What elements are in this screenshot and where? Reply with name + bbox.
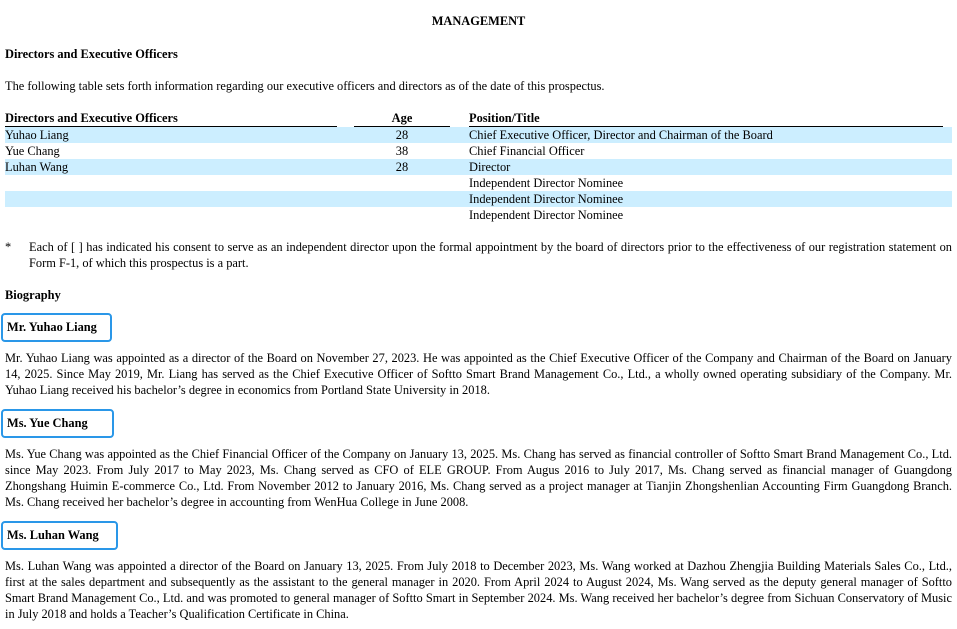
section-heading: Directors and Executive Officers [5,47,178,61]
table-header-name: Directors and Executive Officers [5,111,178,125]
bio-name-label: Ms. Yue Chang [7,416,88,430]
bio-name-liang [1,313,112,342]
bio-name-wang [1,521,118,550]
footnote-text: Each of [ ] has indicated his consent to serve as an independent director upon the formal appointment by the board of directors prior to the effectiveness of our registration statement on Form F-1, of which this prospectus is a part. [29,240,952,270]
footnote-marker: * [5,240,12,254]
page-title: MANAGEMENT [431,14,526,28]
bio-paragraph-wang: Ms. Luhan Wang was appointed a director of the Board on January 13, 2025. From July 2018 to December 2023, Ms. Wang worked at Dazhou Zhengjia Building Materials Sales Co., Ltd., first at the sales department and subsequently as the assistant to the general manager in 2020. From April 2024 to August 2024, Ms. Wang served as the deputy general manager of Softto Smart Brand Management Co., Ltd. and was promoted to general manager of Softto Smart in September 2024. Ms. Wang received her bachelor’s degree from Sichuan Conservatory of Music in July 2018 and holds a Teacher’s Qualification Certificate in China. [5,559,952,621]
table-row [5,207,952,223]
bio-paragraph-liang: Mr. Yuhao Liang was appointed as a director of the Board on November 27, 2023. He was appointed as the Chief Executive Officer of the Company and Chairman of the Board on January 14, 2025. Since May 2019, Mr. Liang has served as the Chief Executive Officer of Softto Smart Brand Management Co., Ltd., a wholly owned operating subsidiary of the Company. Mr. Yuhao Liang received his bachelor’s degree in economics from Portland State University in 2018. [5,351,952,397]
cell-position: Independent Director Nominee [469,208,624,222]
cell-name: Luhan Wang [5,160,69,174]
table-row [5,127,952,143]
table-header-position: Position/Title [469,111,540,125]
cell-age: 38 [395,144,409,158]
bio-name-label: Ms. Luhan Wang [7,528,99,542]
cell-position: Director [469,160,511,174]
table-row [5,191,952,207]
table-row [5,143,952,159]
cell-position: Independent Director Nominee [469,192,624,206]
cell-name: Yue Chang [5,144,60,158]
biography-heading: Biography [5,288,61,302]
cell-position: Chief Executive Officer, Director and Chairman of the Board [469,128,773,142]
cell-age: 28 [395,160,409,174]
bio-paragraph-chang: Ms. Yue Chang was appointed as the Chief Financial Officer of the Company on January 13, 2025. Ms. Chang has served as financial controller of Softto Smart Brand Management Co., Ltd. since May 2023. From July 2017 to May 2023, Ms. Chang served as CFO of ELE GROUP. From Augus 2016 to July 2017, Ms. Chang served as financial manager of Guangdong Zhongshang Huimin E-commerce Co., Ltd. From November 2012 to January 2016, Ms. Chang served as a project manager at Tianjin Zhongshenlian Accounting Firm Guangdong Branch. Ms. Chang received her bachelor’s degree in accounting from WenHua College in June 2008. [5,447,952,509]
cell-age: 28 [395,128,409,142]
table-row [5,159,952,175]
table-header-age: Age [391,111,413,125]
bio-name-chang [1,409,114,438]
cell-position: Chief Financial Officer [469,144,585,158]
table-row [5,175,952,191]
cell-position: Independent Director Nominee [469,176,624,190]
intro-paragraph: The following table sets forth information regarding our executive officers and directors as of the date of this prospectus. [5,79,605,93]
bio-name-label: Mr. Yuhao Liang [7,320,97,334]
cell-name: Yuhao Liang [5,128,69,142]
